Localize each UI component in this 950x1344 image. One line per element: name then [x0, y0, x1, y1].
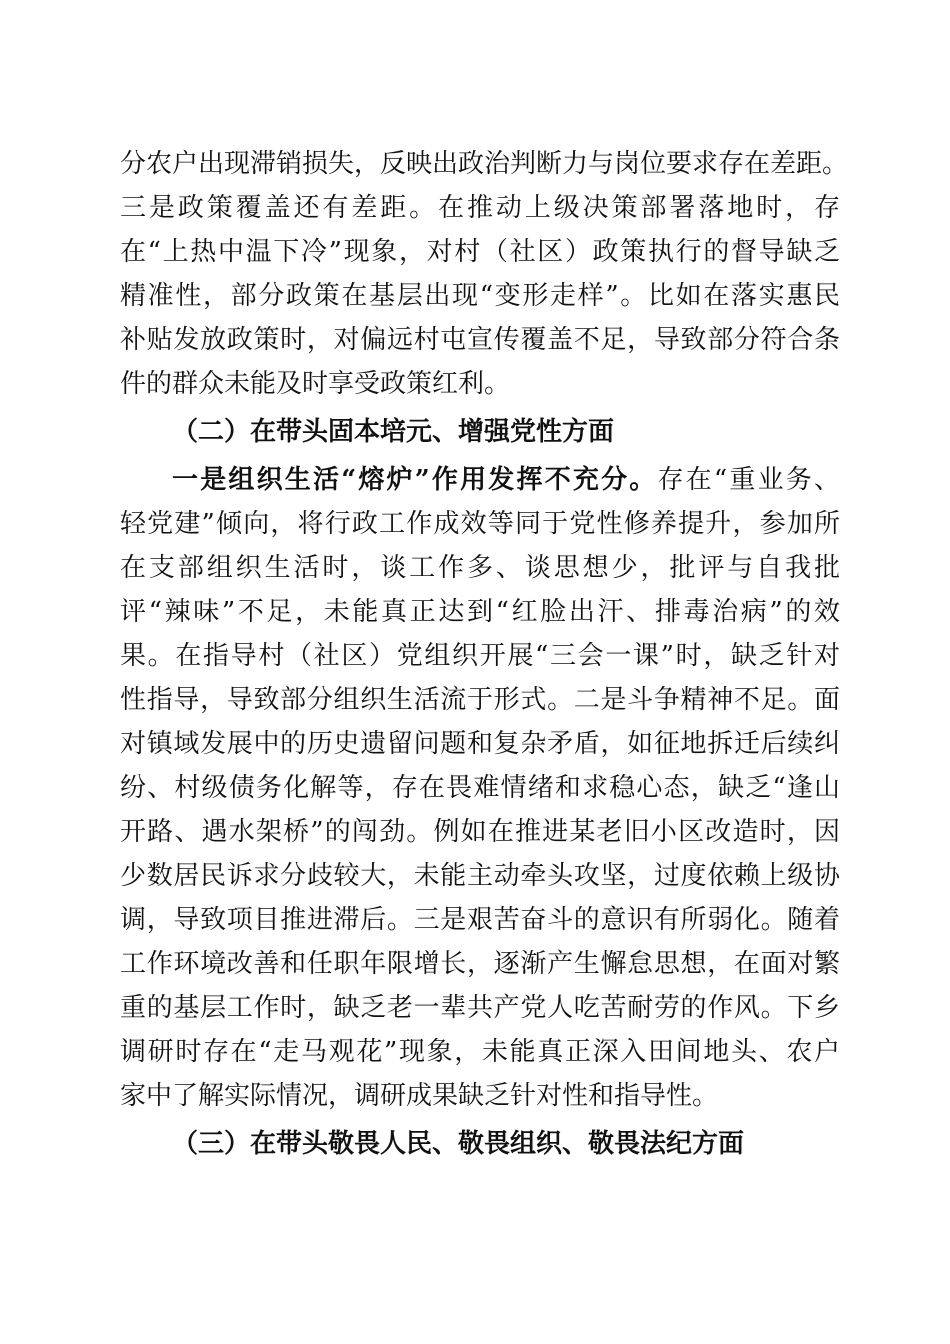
- body-line: 调研时存在“走马观花”现象，未能真正深入田间地头、农户: [120, 1037, 840, 1067]
- paragraph-first-line: [172, 458, 840, 502]
- paragraph-lead-rest: 存在“重业务、: [657, 465, 840, 495]
- paragraph-lead-bold: 一是组织生活“熔炉”作用发挥不充分。: [172, 465, 658, 495]
- body-line: 纷、村级债务化解等，存在畏难情绪和求稳心态，缺乏“逢山: [120, 773, 840, 803]
- body-line: 果。在指导村（社区）党组织开展“三会一课”时，缺乏针对: [120, 641, 840, 671]
- body-line: 对镇域发展中的历史遗留问题和复杂矛盾，如征地拆迁后续纠: [120, 729, 840, 759]
- body-line: 性指导，导致部分组织生活流于形式。二是斗争精神不足。面: [120, 685, 840, 715]
- body-line: 少数居民诉求分歧较大，未能主动牵头攻坚，过度依赖上级协: [120, 861, 840, 891]
- body-line: 重的基层工作时，缺乏老一辈共产党人吃苦耐劳的作风。下乡: [120, 993, 840, 1023]
- body-line: 在支部组织生活时，谈工作多、谈思想少，批评与自我批: [120, 553, 840, 583]
- section-heading-2: （二）在带头固本培元、增强党性方面: [172, 417, 615, 447]
- body-line-last: 件的群众未能及时享受政策红利。: [120, 369, 511, 399]
- body-line: 补贴发放政策时，对偏远村屯宣传覆盖不足，导致部分符合条: [120, 325, 840, 355]
- body-line: 调，导致项目推进滞后。三是艰苦奋斗的意识有所弱化。随着: [120, 905, 840, 935]
- section-heading-3: （三）在带头敬畏人民、敬畏组织、敬畏法纪方面: [172, 1129, 745, 1159]
- body-line: 分农户出现滞销损失，反映出政治判断力与岗位要求存在差距。: [120, 149, 849, 179]
- body-line: 工作环境改善和任职年限增长，逐渐产生懈怠思想，在面对繁: [120, 949, 840, 979]
- body-line: 轻党建”倾向，将行政工作成效等同于党性修养提升，参加所: [120, 509, 840, 539]
- body-line: 精准性，部分政策在基层出现“变形走样”。比如在落实惠民: [120, 281, 840, 311]
- body-line: 评“辣味”不足，未能真正达到“红脸出汗、排毒治病”的效: [120, 597, 840, 627]
- body-line: 开路、遇水架桥”的闯劲。例如在推进某老旧小区改造时，因: [120, 817, 840, 847]
- body-line: 在“上热中温下冷”现象，对村（社区）政策执行的督导缺乏: [120, 237, 840, 267]
- body-line-last: 家中了解实际情况，调研成果缺乏针对性和指导性。: [120, 1081, 719, 1111]
- body-line: 三是政策覆盖还有差距。在推动上级决策部署落地时，存: [120, 193, 840, 223]
